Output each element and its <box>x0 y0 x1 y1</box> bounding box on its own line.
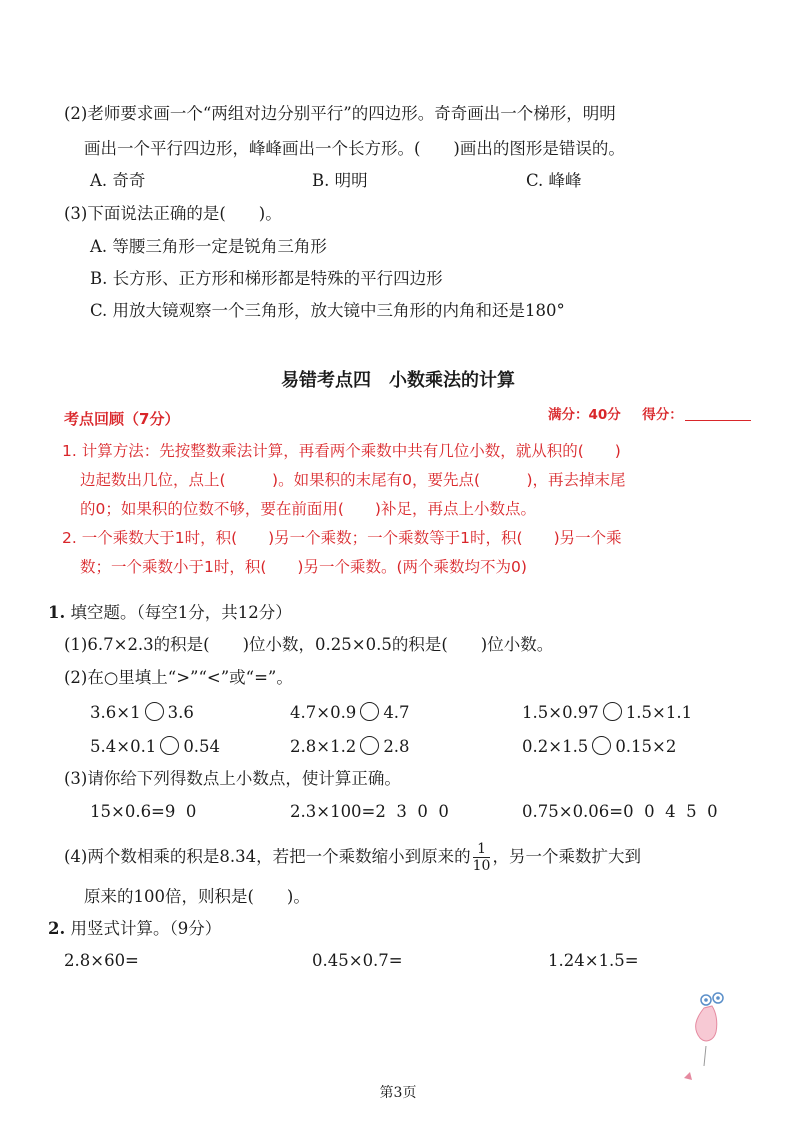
part1-sub-3: (3)请你给下列得数点上小数点，使计算正确。 <box>64 769 401 788</box>
compare-right: 0.54 <box>183 737 221 756</box>
section-title: 易错考点四 小数乘法的计算 <box>281 370 515 391</box>
q2-option-a: A. 奇奇 <box>90 171 146 190</box>
compare-left: 1.5×0.97 <box>522 703 599 722</box>
compare-right: 3.6 <box>167 703 194 722</box>
compare-circle[interactable] <box>592 736 611 755</box>
vertical-calc-item: 2.8×60= <box>64 951 139 970</box>
compare-circle[interactable] <box>360 736 379 755</box>
score-box <box>548 404 751 426</box>
q2-line-1: (2)老师要求画一个“两组对边分别平行”的四边形。奇奇画出一个梯形，明明 <box>64 104 616 123</box>
q3-option-a: A. 等腰三角形一定是锐角三角形 <box>90 237 327 256</box>
sub-4-text-a: (4)两个数相乘的积是8.34，若把一个乘数缩小到原来的 <box>64 847 471 866</box>
compare-item <box>90 736 220 758</box>
review-point-2-line-1: 2. 一个乘数大于1时，积( )另一个乘数；一个乘数等于1时，积( )另一个乘 <box>62 529 622 547</box>
review-point-1-line-3: 的0；如果积的位数不够，要在前面用( )补足，再点上小数点。 <box>80 500 536 518</box>
compare-circle[interactable] <box>603 702 622 721</box>
calc-item: 2.3×100=2 3 0 0 <box>290 802 449 821</box>
snail-illustration-icon <box>676 988 736 1088</box>
review-heading: 考点回顾（7分） <box>64 410 180 428</box>
q3-option-b: B. 长方形、正方形和梯形都是特殊的平行四边形 <box>90 269 443 288</box>
compare-item <box>290 702 410 724</box>
vertical-calc-item: 1.24×1.5= <box>548 951 639 970</box>
compare-left: 5.4×0.1 <box>90 737 157 756</box>
compare-left: 3.6×1 <box>90 703 141 722</box>
q2-option-b: B. 明明 <box>312 171 368 190</box>
fraction <box>473 841 491 874</box>
compare-right: 0.15×2 <box>615 737 677 756</box>
score-full: 满分：40分 <box>548 407 621 423</box>
review-point-1-line-1: 1. 计算方法：先按整数乘法计算，再看两个乘数中共有几位小数，就从积的( ) <box>62 442 621 460</box>
calc-item: 0.75×0.06=0 0 4 5 0 <box>522 802 718 821</box>
compare-left: 0.2×1.5 <box>522 737 589 756</box>
q3-option-c: C. 用放大镜观察一个三角形，放大镜中三角形的内角和还是180° <box>90 301 565 320</box>
compare-item <box>522 736 676 758</box>
part1-number: 1. <box>48 603 66 622</box>
sub-4-text-b: ，另一个乘数扩大到 <box>492 847 641 866</box>
calc-item: 15×0.6=9 0 <box>90 802 197 821</box>
q2-option-c: C. 峰峰 <box>526 171 582 190</box>
part2-number: 2. <box>48 919 66 938</box>
fraction-denominator: 10 <box>472 858 491 874</box>
compare-right: 2.8 <box>383 737 410 756</box>
part2-heading <box>48 918 221 940</box>
fraction-numerator: 1 <box>473 841 491 858</box>
compare-item <box>522 702 692 724</box>
part1-sub-2: (2)在○里填上“>”“<”或“=”。 <box>64 668 293 687</box>
compare-right: 4.7 <box>383 703 410 722</box>
score-got-label: 得分： <box>642 407 683 423</box>
compare-left: 2.8×1.2 <box>290 737 357 756</box>
vertical-calc-item: 0.45×0.7= <box>312 951 403 970</box>
compare-left: 4.7×0.9 <box>290 703 357 722</box>
review-point-1-line-2: 边起数出几位，点上( )。如果积的末尾有0，要先点( )，再去掉末尾 <box>80 471 626 489</box>
page-number: 第3页 <box>379 1085 417 1101</box>
part1-sub-4-line-2: 原来的100倍，则积是( )。 <box>84 887 310 906</box>
q2-line-2: 画出一个平行四边形，峰峰画出一个长方形。( )画出的图形是错误的。 <box>84 139 625 158</box>
part1-sub-4 <box>64 840 641 874</box>
compare-item <box>90 702 194 724</box>
part1-title: 填空题。（每空1分，共12分） <box>65 603 292 622</box>
part1-sub-1: (1)6.7×2.3的积是( )位小数，0.25×0.5的积是( )位小数。 <box>64 635 554 654</box>
compare-circle[interactable] <box>160 736 179 755</box>
review-point-2-line-2: 数；一个乘数小于1时，积( )另一个乘数。(两个乘数均不为0) <box>80 558 527 576</box>
compare-right: 1.5×1.1 <box>625 703 693 722</box>
compare-item <box>290 736 410 758</box>
q3-stem: (3)下面说法正确的是( )。 <box>64 204 282 223</box>
part1-heading <box>48 602 292 624</box>
part2-title: 用竖式计算。（9分） <box>65 919 222 938</box>
compare-circle[interactable] <box>360 702 379 721</box>
score-blank <box>685 404 751 421</box>
compare-circle[interactable] <box>145 702 164 721</box>
